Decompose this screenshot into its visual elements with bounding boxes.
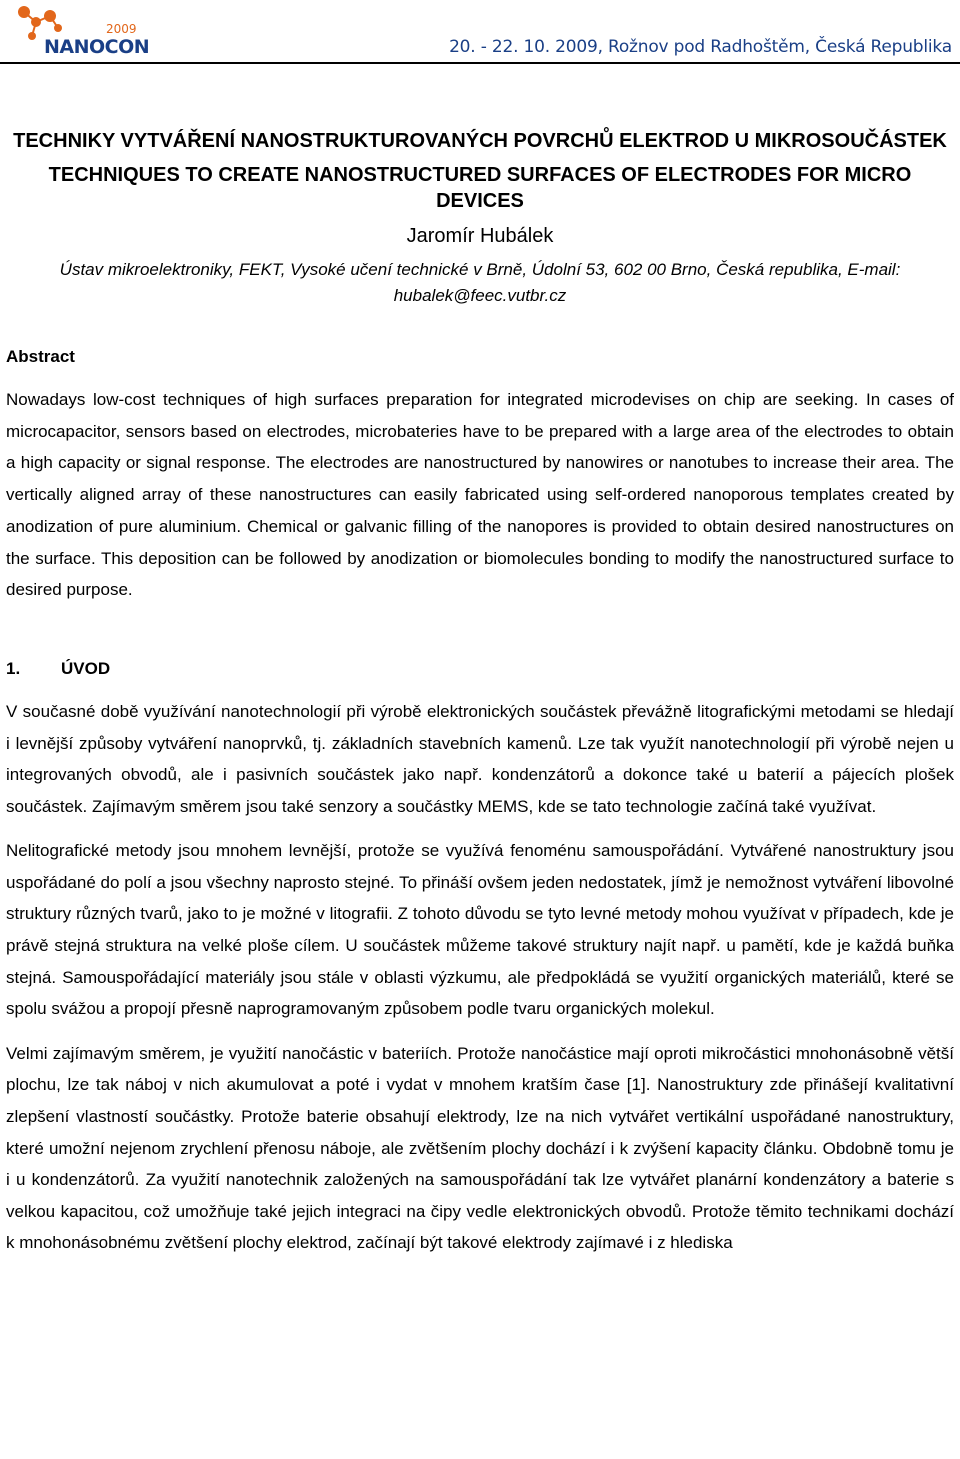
section-paragraph: Nelitografické metody jsou mnohem levnější, protože se využívá fenoménu samouspořádání. Vytvářené nanostruktury jsou uspořádané do polí a jsou všechny naprosto stejné. To přináší ovšem jeden nedostatek, jímž je nemožnost vytváření libovolné struktury různých tvarů, jako to je možné v litografii. Z tohoto důvodu se tyto levné metody mohou využívat v případech, kde je právě stejná struktura na velké ploše cílem. U součástek můžeme takové struktury najít např. u pamětí, kde je každá buňka stejná. Samouspořádající materiály jsou stále v oblasti výzkumu, ale předpokládá se využití organických materiálů, které se spolu svážou a propojí přesně naprogramovaným způsobem podle tvaru organických molekul. xyxy=(6,841,954,1019)
page-header xyxy=(0,0,960,66)
author-name: Jaromír Hubálek xyxy=(406,225,554,247)
logo-name: NANOCON xyxy=(44,36,150,58)
section-paragraph: V současné době využívání nanotechnologií při výrobě elektronických součástek převážně litografickými metodami se hledají i levnější způsoby vytváření nanoprvků, tj. základních stavebních kamenů. Lze tak využít nanotechnologií při výrobě nejen u integrovaných obvodů, ale i pasivních součástek jako např. kondenzátorů a dokonce také u baterií a pájecích plošek součástek. Zajímavým směrem jsou také senzory a součástky MEMS, kde se tato technologie začíná také využívat. xyxy=(6,701,954,816)
section-heading xyxy=(6,658,954,680)
conference-date-location: 20. - 22. 10. 2009, Rožnov pod Radhoštěm, Česká Republika xyxy=(449,37,952,57)
abstract-heading: Abstract xyxy=(6,347,75,366)
nanocon-logo xyxy=(14,2,150,58)
abstract-text: Nowadays low-cost techniques of high surfaces preparation for integrated microdevises on chip are seeking. In cases of microcapacitor, sensors based on electrodes, microbateries have to be prepared with a large area of the electrodes to obtain a high capacity or signal response. The electrodes are nanostructured by nanowires or nanotubes to increase their area. The vertically aligned array of these nanostructures can easily fabricated using self-ordered nanoporous templates created by anodization of pure aluminium. Chemical or galvanic filling of the nanopores is provided to obtain desired nanostructures on the surface. This deposition can be followed by anodization or biomolecules bonding to modify the nanostructured surface to desired purpose. xyxy=(6,390,954,600)
author-affiliation: Ústav mikroelektroniky, FEKT, Vysoké učení technické v Brně, Údolní 53, 602 00 Brno, Česká republika, E-mail: hubalek@feec.vutbr.cz xyxy=(59,260,901,305)
header-divider xyxy=(0,62,960,64)
paper-body xyxy=(6,128,954,1259)
title-english: TECHNIQUES TO CREATE NANOSTRUCTURED SURFACES OF ELECTRODES FOR MICRO DEVICES xyxy=(48,164,912,212)
logo-year: 2009 xyxy=(106,22,137,36)
title-czech: TECHNIKY VYTVÁŘENÍ NANOSTRUKTUROVANÝCH POVRCHŮ ELEKTROD U MIKROSOUČÁSTEK xyxy=(13,130,947,152)
section-title: ÚVOD xyxy=(61,658,111,678)
section-number: 1. xyxy=(6,658,21,678)
section-paragraph: Velmi zajímavým směrem, je využití nanočástic v bateriích. Protože nanočástice mají oproti mikročástici mnohonásobně větší plochu, lze tak náboj v nich akumulovat a poté i vydat v mnohem kratším čase [1]. Nanostruktury zde přinášejí kvalitativní zlepšení vlastností součástky. Protože baterie obsahují elektrody, lze na nich vytvářet vertikální uspořádané nanostruktury, které umožní nejenom zrychlení přenosu náboje, ale zvětšením plochy dochází i k zvýšení kapacity článku. Obdobně tomu je i u kondenzátorů. Za využití nanotechnik založených na samouspořádání tak lze vytvářet planární kondenzátory a baterie s velkou kapacitou, což umožňuje také jejich integraci na čipy vedle elektronických obvodů. Protože těmito technikami dochází k mnohonásobnému zvětšení plochy elektrod, začínají být takové elektrody zajímavé i z hlediska xyxy=(6,1043,954,1253)
